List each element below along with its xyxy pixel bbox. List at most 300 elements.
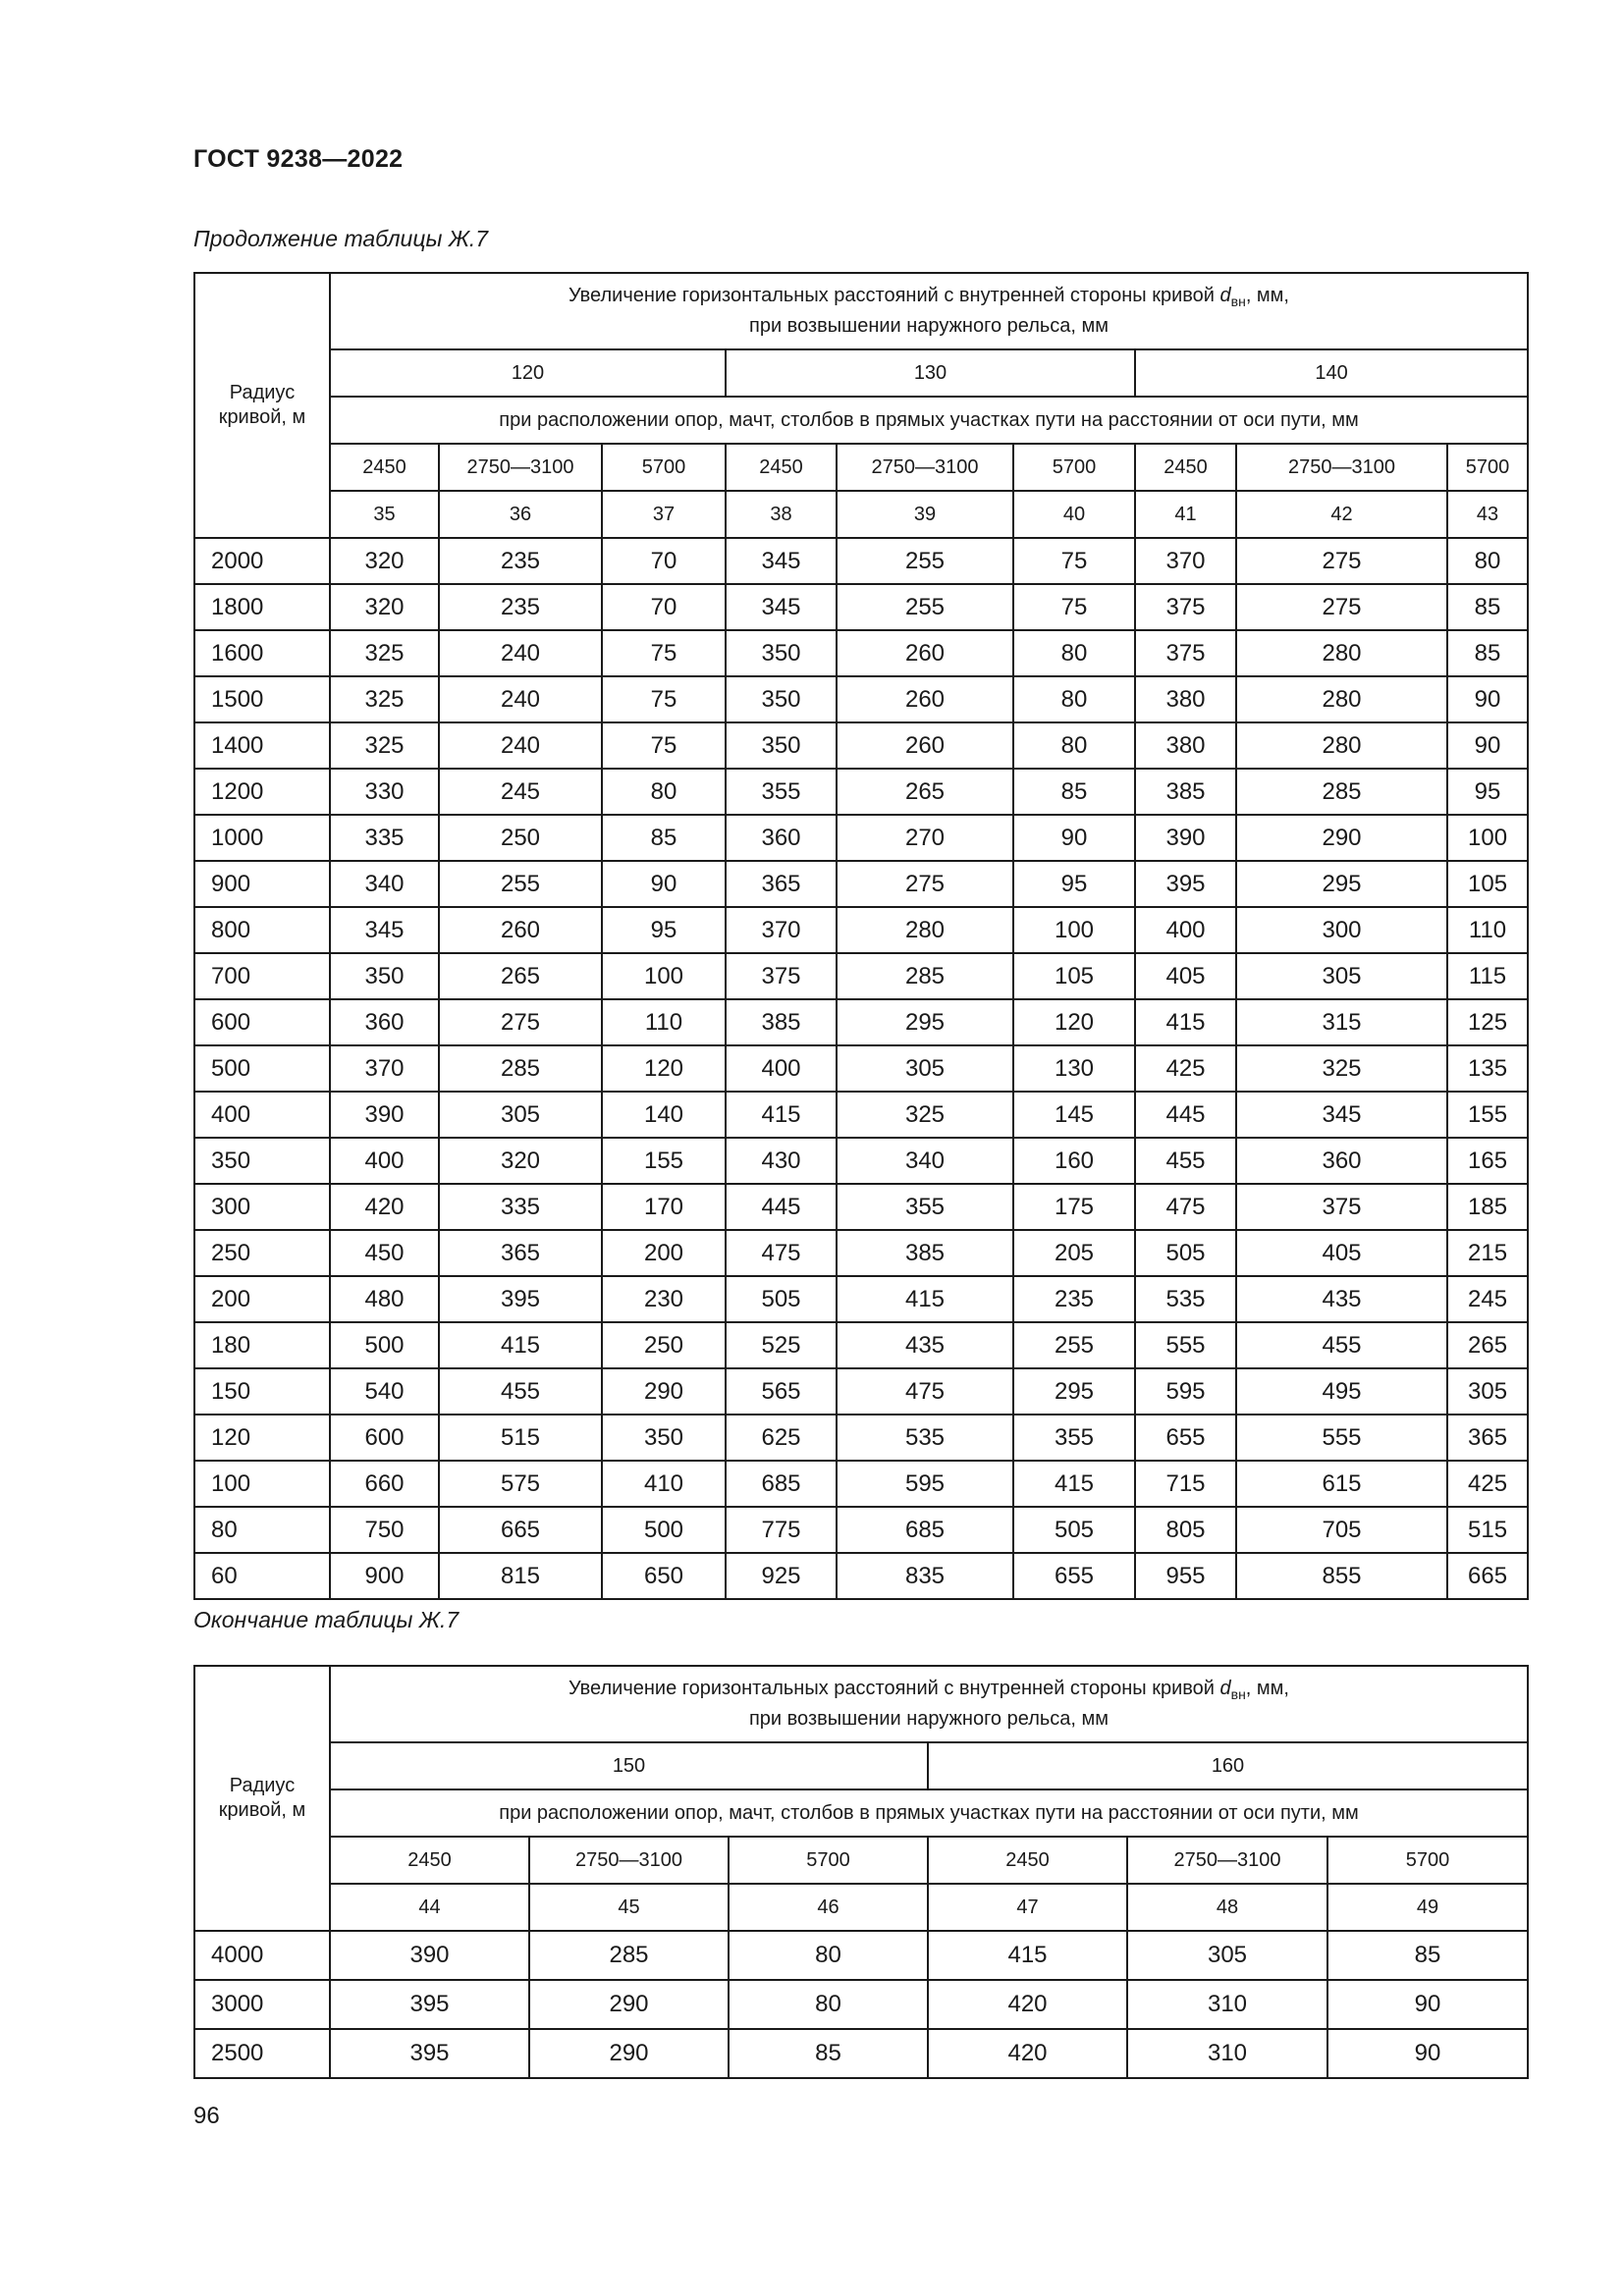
value-cell: 360 [330,999,439,1045]
radius-cell: 700 [194,953,330,999]
increase-header-line2: при возвышении наружного рельса, мм [748,1708,1110,1730]
value-cell: 415 [837,1276,1013,1322]
value-cell: 285 [439,1045,602,1092]
table1-header [194,273,1528,538]
table-row [194,676,1528,722]
value-cell: 90 [602,861,726,907]
value-cell: 245 [439,769,602,815]
value-cell: 385 [1135,769,1236,815]
column-number: 35 [330,491,439,538]
value-cell: 495 [1236,1368,1447,1415]
column-number: 44 [330,1884,529,1931]
value-cell: 565 [726,1368,837,1415]
value-cell: 80 [1013,676,1135,722]
value-cell: 350 [602,1415,726,1461]
value-cell: 335 [330,815,439,861]
increase-header-line2: при возвышении наружного рельса, мм [749,315,1110,337]
distance-header: 2450 [330,444,439,491]
value-cell: 305 [1127,1931,1327,1980]
value-cell: 275 [1236,584,1447,630]
value-cell: 405 [1135,953,1236,999]
value-cell: 685 [726,1461,837,1507]
table-row [194,1980,1528,2029]
value-cell: 380 [1135,676,1236,722]
value-cell: 290 [1236,815,1447,861]
distance-header: 5700 [1013,444,1135,491]
value-cell: 390 [1135,815,1236,861]
value-cell: 805 [1135,1507,1236,1553]
column-number: 39 [837,491,1013,538]
value-cell: 90 [1327,2029,1528,2078]
value-cell: 395 [1135,861,1236,907]
value-cell: 100 [602,953,726,999]
value-cell: 130 [1013,1045,1135,1092]
value-cell: 600 [330,1415,439,1461]
column-number: 43 [1447,491,1528,538]
value-cell: 535 [1135,1276,1236,1322]
value-cell: 375 [1135,584,1236,630]
value-cell: 415 [1135,999,1236,1045]
column-number: 46 [729,1884,928,1931]
document-title: ГОСТ 9238—2022 [193,145,404,173]
value-cell: 435 [837,1322,1013,1368]
value-cell: 385 [837,1230,1013,1276]
value-cell: 90 [1447,722,1528,769]
value-cell: 475 [1135,1184,1236,1230]
distance-header: 2750—3100 [837,444,1013,491]
value-cell: 70 [602,584,726,630]
increase-header-unit: , мм, [1245,285,1289,306]
value-cell: 330 [330,769,439,815]
table1-body [194,538,1528,1599]
elevation-header: 120 [330,349,726,397]
value-cell: 305 [837,1045,1013,1092]
value-cell: 285 [529,1931,729,1980]
value-cell: 255 [439,861,602,907]
increase-header [330,273,1528,349]
value-cell: 285 [837,953,1013,999]
value-cell: 655 [1013,1553,1135,1599]
value-cell: 575 [439,1461,602,1507]
value-cell: 815 [439,1553,602,1599]
table-row [194,769,1528,815]
value-cell: 175 [1013,1184,1135,1230]
distance-header: 2750—3100 [1236,444,1447,491]
value-cell: 240 [439,722,602,769]
elevation-header: 160 [928,1742,1528,1789]
distance-header: 2750—3100 [529,1837,729,1884]
value-cell: 375 [726,953,837,999]
value-cell: 415 [1013,1461,1135,1507]
value-cell: 340 [837,1138,1013,1184]
table-row [194,1415,1528,1461]
table-row [194,1138,1528,1184]
radius-cell: 400 [194,1092,330,1138]
value-cell: 90 [1013,815,1135,861]
value-cell: 280 [837,907,1013,953]
table-caption-continuation: Продолжение таблицы Ж.7 [193,226,489,251]
value-cell: 925 [726,1553,837,1599]
value-cell: 320 [439,1138,602,1184]
value-cell: 320 [330,538,439,584]
value-cell: 80 [602,769,726,815]
value-cell: 650 [602,1553,726,1599]
value-cell: 280 [1236,722,1447,769]
value-cell: 120 [602,1045,726,1092]
column-number: 40 [1013,491,1135,538]
value-cell: 515 [1447,1507,1528,1553]
value-cell: 235 [439,584,602,630]
value-cell: 425 [1135,1045,1236,1092]
value-cell: 260 [439,907,602,953]
radius-cell: 180 [194,1322,330,1368]
value-cell: 415 [439,1322,602,1368]
value-cell: 90 [1447,676,1528,722]
value-cell: 315 [1236,999,1447,1045]
value-cell: 360 [726,815,837,861]
distance-header: 5700 [729,1837,928,1884]
column-number: 49 [1327,1884,1528,1931]
radius-cell: 1000 [194,815,330,861]
value-cell: 230 [602,1276,726,1322]
value-cell: 205 [1013,1230,1135,1276]
value-cell: 360 [1236,1138,1447,1184]
value-cell: 310 [1127,2029,1327,2078]
column-number: 36 [439,491,602,538]
value-cell: 350 [726,722,837,769]
table-row [194,630,1528,676]
value-cell: 665 [439,1507,602,1553]
table-row [194,815,1528,861]
value-cell: 480 [330,1276,439,1322]
value-cell: 705 [1236,1507,1447,1553]
radius-cell: 1400 [194,722,330,769]
value-cell: 500 [602,1507,726,1553]
value-cell: 355 [726,769,837,815]
value-cell: 420 [928,1980,1127,2029]
increase-header-unit: , мм, [1245,1678,1289,1699]
location-header: при расположении опор, мачт, столбов в прямых участках пути на расстоянии от оси пути, мм [330,1789,1528,1837]
value-cell: 390 [330,1931,529,1980]
value-cell: 325 [330,722,439,769]
value-cell: 455 [1236,1322,1447,1368]
table-row [194,1368,1528,1415]
value-cell: 660 [330,1461,439,1507]
value-cell: 185 [1447,1184,1528,1230]
distance-header: 5700 [602,444,726,491]
distance-header: 5700 [1327,1837,1528,1884]
value-cell: 955 [1135,1553,1236,1599]
value-cell: 70 [602,538,726,584]
radius-cell: 200 [194,1276,330,1322]
value-cell: 295 [1013,1368,1135,1415]
value-cell: 595 [1135,1368,1236,1415]
radius-cell: 4000 [194,1931,330,1980]
value-cell: 255 [837,538,1013,584]
value-cell: 395 [330,2029,529,2078]
value-cell: 85 [1447,584,1528,630]
value-cell: 285 [1236,769,1447,815]
table2-body [194,1931,1528,2078]
table-row [194,1276,1528,1322]
table-row [194,1045,1528,1092]
value-cell: 350 [726,630,837,676]
value-cell: 390 [330,1092,439,1138]
value-cell: 430 [726,1138,837,1184]
increase-header-text: Увеличение горизонтальных расстояний с внутренней стороны кривой [568,285,1220,306]
value-cell: 275 [439,999,602,1045]
column-number: 45 [529,1884,729,1931]
value-cell: 105 [1447,861,1528,907]
value-cell: 305 [1447,1368,1528,1415]
table2-header [194,1666,1528,1931]
d-symbol: d [1219,285,1231,306]
value-cell: 295 [837,999,1013,1045]
value-cell: 370 [726,907,837,953]
value-cell: 95 [602,907,726,953]
value-cell: 85 [1447,630,1528,676]
distance-header: 2450 [1135,444,1236,491]
value-cell: 100 [1013,907,1135,953]
page-number: 96 [193,2103,220,2129]
value-cell: 240 [439,630,602,676]
value-cell: 255 [837,584,1013,630]
increase-header-text: Увеличение горизонтальных расстояний с внутренней стороны кривой [568,1678,1220,1699]
table-row [194,1553,1528,1599]
value-cell: 75 [1013,538,1135,584]
radius-cell: 2500 [194,2029,330,2078]
value-cell: 375 [1135,630,1236,676]
radius-header: Радиус кривой, м [194,1666,330,1931]
value-cell: 525 [726,1322,837,1368]
radius-cell: 2000 [194,538,330,584]
value-cell: 320 [330,584,439,630]
value-cell: 365 [726,861,837,907]
value-cell: 85 [729,2029,928,2078]
table-row [194,1507,1528,1553]
value-cell: 555 [1236,1415,1447,1461]
value-cell: 240 [439,676,602,722]
value-cell: 170 [602,1184,726,1230]
value-cell: 395 [330,1980,529,2029]
value-cell: 445 [726,1184,837,1230]
table-row [194,999,1528,1045]
value-cell: 455 [1135,1138,1236,1184]
value-cell: 385 [726,999,837,1045]
value-cell: 75 [602,722,726,769]
value-cell: 290 [529,2029,729,2078]
d-subscript: вн [1230,294,1246,309]
radius-cell: 800 [194,907,330,953]
radius-cell: 250 [194,1230,330,1276]
value-cell: 295 [1236,861,1447,907]
radius-cell: 600 [194,999,330,1045]
value-cell: 515 [439,1415,602,1461]
value-cell: 75 [602,676,726,722]
column-number: 47 [928,1884,1127,1931]
column-number: 37 [602,491,726,538]
value-cell: 120 [1013,999,1135,1045]
value-cell: 365 [439,1230,602,1276]
value-cell: 455 [439,1368,602,1415]
value-cell: 325 [330,630,439,676]
value-cell: 215 [1447,1230,1528,1276]
radius-cell: 500 [194,1045,330,1092]
value-cell: 250 [602,1322,726,1368]
value-cell: 415 [726,1092,837,1138]
value-cell: 80 [729,1980,928,2029]
table-row [194,1461,1528,1507]
table-row [194,1184,1528,1230]
value-cell: 260 [837,630,1013,676]
value-cell: 370 [1135,538,1236,584]
value-cell: 345 [726,538,837,584]
value-cell: 235 [439,538,602,584]
value-cell: 305 [439,1092,602,1138]
radius-cell: 80 [194,1507,330,1553]
table-zh7-continuation [193,272,1529,1600]
value-cell: 275 [837,861,1013,907]
value-cell: 280 [1236,630,1447,676]
value-cell: 400 [726,1045,837,1092]
table-zh7-ending [193,1665,1529,2079]
value-cell: 345 [1236,1092,1447,1138]
value-cell: 475 [837,1368,1013,1415]
column-number: 48 [1127,1884,1327,1931]
value-cell: 155 [602,1138,726,1184]
radius-cell: 150 [194,1368,330,1415]
elevation-header: 130 [726,349,1135,397]
radius-cell: 100 [194,1461,330,1507]
value-cell: 835 [837,1553,1013,1599]
value-cell: 75 [602,630,726,676]
value-cell: 85 [1327,1931,1528,1980]
column-number: 41 [1135,491,1236,538]
value-cell: 505 [1135,1230,1236,1276]
value-cell: 270 [837,815,1013,861]
value-cell: 275 [1236,538,1447,584]
value-cell: 300 [1236,907,1447,953]
increase-header [330,1666,1528,1742]
value-cell: 665 [1447,1553,1528,1599]
table-row [194,1230,1528,1276]
value-cell: 555 [1135,1322,1236,1368]
value-cell: 140 [602,1092,726,1138]
value-cell: 260 [837,676,1013,722]
value-cell: 85 [1013,769,1135,815]
table-row [194,2029,1528,2078]
value-cell: 450 [330,1230,439,1276]
value-cell: 135 [1447,1045,1528,1092]
value-cell: 280 [1236,676,1447,722]
value-cell: 325 [330,676,439,722]
table-row [194,861,1528,907]
value-cell: 685 [837,1507,1013,1553]
table-row [194,1931,1528,1980]
value-cell: 125 [1447,999,1528,1045]
radius-cell: 350 [194,1138,330,1184]
value-cell: 375 [1236,1184,1447,1230]
value-cell: 410 [602,1461,726,1507]
value-cell: 245 [1447,1276,1528,1322]
value-cell: 615 [1236,1461,1447,1507]
value-cell: 310 [1127,1980,1327,2029]
value-cell: 260 [837,722,1013,769]
value-cell: 350 [330,953,439,999]
value-cell: 775 [726,1507,837,1553]
radius-cell: 3000 [194,1980,330,2029]
value-cell: 655 [1135,1415,1236,1461]
value-cell: 80 [1447,538,1528,584]
value-cell: 145 [1013,1092,1135,1138]
table-row [194,584,1528,630]
value-cell: 445 [1135,1092,1236,1138]
column-number: 38 [726,491,837,538]
d-symbol: d [1219,1678,1231,1699]
value-cell: 345 [726,584,837,630]
elevation-header: 150 [330,1742,928,1789]
location-header: при расположении опор, мачт, столбов в прямых участках пути на расстоянии от оси пути, мм [330,397,1528,444]
value-cell: 85 [602,815,726,861]
value-cell: 715 [1135,1461,1236,1507]
value-cell: 250 [439,815,602,861]
distance-header: 2450 [928,1837,1127,1884]
value-cell: 75 [1013,584,1135,630]
elevation-header: 140 [1135,349,1528,397]
value-cell: 370 [330,1045,439,1092]
value-cell: 160 [1013,1138,1135,1184]
value-cell: 265 [1447,1322,1528,1368]
column-number: 42 [1236,491,1447,538]
value-cell: 305 [1236,953,1447,999]
value-cell: 505 [1013,1507,1135,1553]
table-caption-ending: Окончание таблицы Ж.7 [193,1607,460,1632]
radius-cell: 1500 [194,676,330,722]
value-cell: 80 [1013,722,1135,769]
table-row [194,1092,1528,1138]
radius-cell: 1600 [194,630,330,676]
value-cell: 155 [1447,1092,1528,1138]
value-cell: 80 [1013,630,1135,676]
table-row [194,953,1528,999]
value-cell: 80 [729,1931,928,1980]
value-cell: 395 [439,1276,602,1322]
value-cell: 265 [439,953,602,999]
value-cell: 425 [1447,1461,1528,1507]
value-cell: 350 [726,676,837,722]
value-cell: 420 [330,1184,439,1230]
value-cell: 750 [330,1507,439,1553]
radius-cell: 120 [194,1415,330,1461]
distance-header: 2750—3100 [1127,1837,1327,1884]
table-row [194,907,1528,953]
table-row [194,722,1528,769]
value-cell: 165 [1447,1138,1528,1184]
value-cell: 475 [726,1230,837,1276]
value-cell: 105 [1013,953,1135,999]
value-cell: 400 [1135,907,1236,953]
value-cell: 325 [1236,1045,1447,1092]
value-cell: 355 [837,1184,1013,1230]
value-cell: 290 [602,1368,726,1415]
value-cell: 435 [1236,1276,1447,1322]
value-cell: 380 [1135,722,1236,769]
table-row [194,1322,1528,1368]
value-cell: 340 [330,861,439,907]
radius-cell: 1200 [194,769,330,815]
value-cell: 110 [602,999,726,1045]
value-cell: 100 [1447,815,1528,861]
